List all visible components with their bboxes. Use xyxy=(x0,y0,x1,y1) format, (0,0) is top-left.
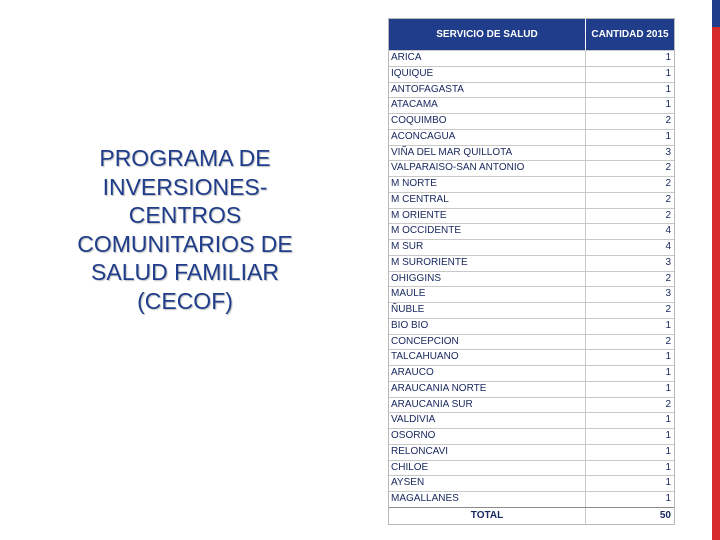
service-name: M CENTRAL xyxy=(391,193,449,205)
service-quantity: 1 xyxy=(585,98,674,113)
service-name: ANTOFAGASTA xyxy=(391,83,464,95)
service-quantity: 1 xyxy=(585,445,674,460)
service-name: ARAUCO xyxy=(391,367,434,378)
service-quantity: 1 xyxy=(585,492,674,507)
total-value: 50 xyxy=(585,508,674,524)
service-quantity: 2 xyxy=(585,209,674,224)
table-row xyxy=(389,66,674,82)
service-quantity: 2 xyxy=(585,177,674,192)
service-quantity: 2 xyxy=(585,161,674,176)
table-row xyxy=(389,412,674,428)
header-service: SERVICIO DE SALUD xyxy=(436,29,538,40)
table-row xyxy=(389,444,674,460)
service-quantity: 1 xyxy=(585,476,674,491)
service-name: MAGALLANES xyxy=(391,493,459,504)
service-quantity: 1 xyxy=(585,382,674,397)
service-name: M SURORIENTE xyxy=(391,256,468,268)
table-body xyxy=(389,50,674,507)
service-name: ARAUCANIA NORTE xyxy=(391,382,487,394)
table-row xyxy=(389,97,674,113)
total-row xyxy=(389,507,674,524)
table-row xyxy=(389,334,674,350)
service-quantity: 3 xyxy=(585,287,674,302)
health-services-table xyxy=(388,18,675,525)
service-quantity: 2 xyxy=(585,335,674,350)
table-header xyxy=(389,19,674,50)
total-label: TOTAL xyxy=(470,509,504,521)
service-name: M SUR xyxy=(391,241,424,252)
service-quantity: 1 xyxy=(585,51,674,66)
service-quantity: 1 xyxy=(585,366,674,381)
table-row xyxy=(389,460,674,476)
service-quantity: 3 xyxy=(585,256,674,271)
table-row xyxy=(389,82,674,98)
service-name: M NORTE xyxy=(391,178,437,189)
service-name: CHILOE xyxy=(391,461,429,473)
table-row xyxy=(389,349,674,365)
service-name: VALDIVIA xyxy=(391,414,436,426)
flag-accent-bar xyxy=(712,0,720,540)
service-name: COQUIMBO xyxy=(391,115,447,126)
service-quantity: 2 xyxy=(585,303,674,318)
service-quantity: 3 xyxy=(585,146,674,161)
table-row xyxy=(389,318,674,334)
service-quantity: 2 xyxy=(585,193,674,208)
service-quantity: 1 xyxy=(585,413,674,428)
table-row xyxy=(389,113,674,129)
table-row xyxy=(389,397,674,413)
service-quantity: 1 xyxy=(585,67,674,82)
table-row xyxy=(389,475,674,491)
flag-blue-segment xyxy=(712,0,720,27)
service-name: VIÑA DEL MAR QUILLOTA xyxy=(391,146,513,158)
table-row xyxy=(389,381,674,397)
service-quantity: 1 xyxy=(585,319,674,334)
service-quantity: 1 xyxy=(585,130,674,145)
service-quantity: 4 xyxy=(585,240,674,255)
table-row xyxy=(389,255,674,271)
service-quantity: 1 xyxy=(585,350,674,365)
service-name: ATACAMA xyxy=(391,99,438,111)
service-name: OHIGGINS xyxy=(391,272,442,284)
service-name: ACONCAGUA xyxy=(391,130,456,142)
service-name: RELONCAVI xyxy=(391,445,449,457)
flag-red-segment xyxy=(712,27,720,540)
table-row xyxy=(389,428,674,444)
service-name: MAULE xyxy=(391,288,426,300)
service-name: TALCAHUANO xyxy=(391,351,459,363)
header-quantity: CANTIDAD 2015 xyxy=(585,19,674,50)
service-name: IQUIQUE xyxy=(391,67,434,79)
service-name: ARAUCANIA SUR xyxy=(391,398,473,410)
table-row xyxy=(389,302,674,318)
service-name: M OCCIDENTE xyxy=(391,225,461,237)
table-row xyxy=(389,145,674,161)
table-row xyxy=(389,223,674,239)
service-name: BIO BIO xyxy=(391,319,429,331)
service-quantity: 2 xyxy=(585,114,674,129)
service-quantity: 1 xyxy=(585,83,674,98)
service-name: M ORIENTE xyxy=(391,209,447,221)
table-row xyxy=(389,176,674,192)
service-quantity: 2 xyxy=(585,272,674,287)
service-quantity: 4 xyxy=(585,224,674,239)
table-row xyxy=(389,160,674,176)
slide-title: PROGRAMA DE INVERSIONES- CENTROS COMUNITARIOS DE SALUD FAMILIAR (CECOF) xyxy=(77,145,293,314)
table-row xyxy=(389,286,674,302)
table-row xyxy=(389,129,674,145)
table-row xyxy=(389,239,674,255)
service-name: AYSEN xyxy=(391,477,425,489)
service-quantity: 2 xyxy=(585,398,674,413)
service-name: CONCEPCION xyxy=(391,335,459,347)
table-row xyxy=(389,192,674,208)
table-row xyxy=(389,271,674,287)
service-quantity: 1 xyxy=(585,429,674,444)
table-row xyxy=(389,50,674,66)
table-row xyxy=(389,365,674,381)
service-name: VALPARAISO-SAN ANTONIO xyxy=(391,162,525,174)
service-name: ÑUBLE xyxy=(391,304,425,315)
service-name: ARICA xyxy=(391,52,422,63)
table-row xyxy=(389,208,674,224)
service-quantity: 1 xyxy=(585,461,674,476)
table-row xyxy=(389,491,674,507)
service-name: OSORNO xyxy=(391,430,436,441)
